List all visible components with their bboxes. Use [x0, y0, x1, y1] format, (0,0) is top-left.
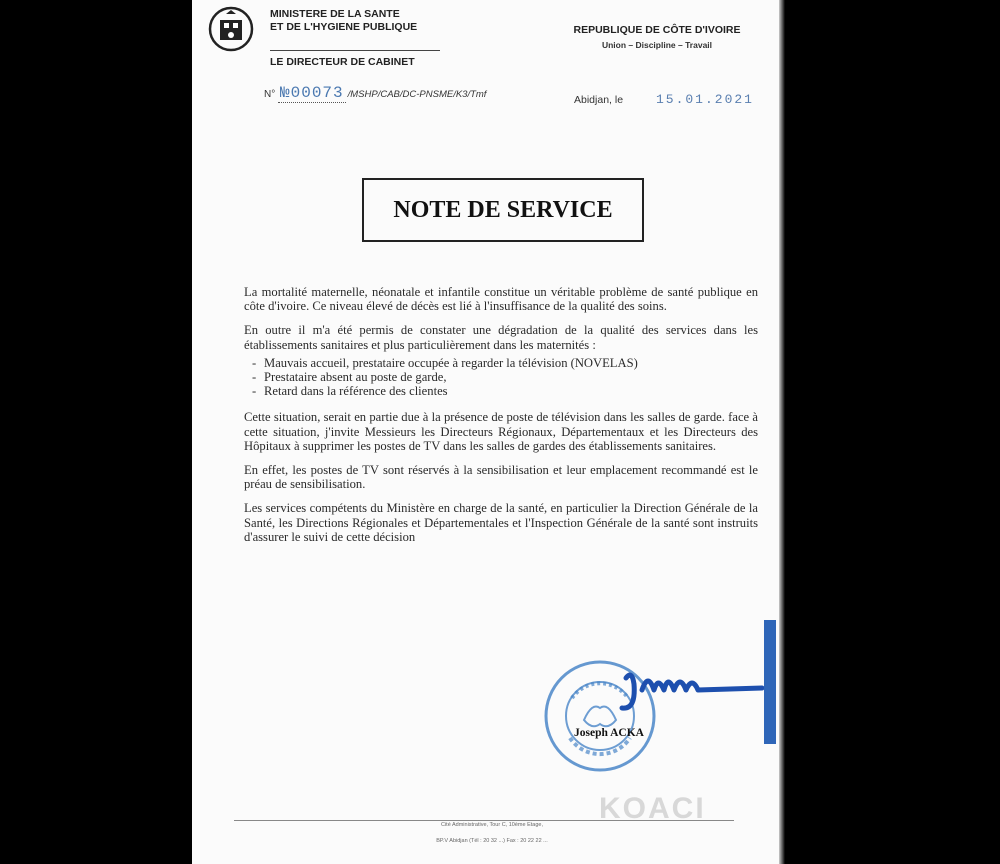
document-page: [192, 0, 779, 864]
observation-list: [244, 356, 758, 399]
date-value: 15.01.2021: [655, 92, 754, 107]
paragraph-2: En outre il m'a été permis de constater une dégradation de la qualité des services dans les établissements sanitaires et plus particulièrement dans les maternités :: [244, 323, 758, 352]
reference-suffix: /MSHP/CAB/DC-PNSME/K3/Tmf: [347, 89, 487, 100]
page-edge: [779, 0, 785, 864]
handwritten-signature-icon: [612, 650, 768, 720]
republic-motto: Union – Discipline – Travail: [601, 40, 713, 50]
document-body: [244, 285, 758, 554]
ministry-name: [270, 8, 417, 34]
ministry-line-2: ET DE L'HYGIENE PUBLIQUE: [270, 21, 418, 33]
footer-contact: BP.V Abidjan (Tél : 20 32 ...) Fax : 20 22 22 ...: [436, 838, 548, 844]
reference-number: №00073: [280, 84, 344, 102]
date-row: [574, 92, 754, 107]
signer-name: Joseph ACKA: [574, 727, 644, 739]
date-place: Abidjan, le: [574, 94, 624, 106]
list-item: - Prestataire absent au poste de garde,: [244, 370, 758, 384]
blue-side-tab: [764, 620, 776, 744]
republic-name: REPUBLIQUE DE CÔTE D'IVOIRE: [573, 24, 741, 36]
paragraph-4: En effet, les postes de TV sont réservés à la sensibilisation et leur emplacement recommandé est le préau de sensibilisation.: [244, 463, 758, 492]
footer-address: Cité Administrative, Tour C, 10ème Etage,: [440, 822, 543, 828]
reference-prefix: N°: [264, 89, 276, 100]
list-item: - Mauvais accueil, prestataire occupée à regarder la télévision (NOVELAS): [244, 356, 758, 370]
ministry-line-1: MINISTERE DE LA SANTE: [270, 8, 400, 20]
watermark-logo: KOACI: [599, 792, 706, 825]
ministry-logo-icon: [208, 6, 254, 52]
footer-divider: [234, 820, 734, 821]
director-title: LE DIRECTEUR DE CABINET: [270, 56, 415, 68]
paragraph-3: Cette situation, serait en partie due à la présence de poste de télévision dans les salles de garde. face à cette situation, j'invite Messieurs les Directeurs Régionaux, Départementaux et les Directeurs des Hôpitaux à supprimer les postes de TV dans les salles de gardes des établissements sanitaires.: [244, 410, 758, 453]
header-divider: [270, 50, 440, 51]
document-title: NOTE DE SERVICE: [393, 196, 613, 223]
paragraph-5: Les services compétents du Ministère en charge de la santé, en particulier la Direction Générale de la Santé, les Directions Régionales et Départementales et l'Inspection Générale de la santé sont instruits d'assurer le suivi de cette décision: [244, 501, 758, 544]
list-item: - Retard dans la référence des clientes: [244, 384, 758, 398]
reference-row: [264, 84, 486, 103]
paragraph-1: La mortalité maternelle, néonatale et infantile constitue un véritable problème de santé publique en côte d'ivoire. Ce niveau élevé de décès est lié à l'insuffisance de la qualité des soins.: [244, 285, 758, 314]
title-box: [362, 178, 644, 242]
